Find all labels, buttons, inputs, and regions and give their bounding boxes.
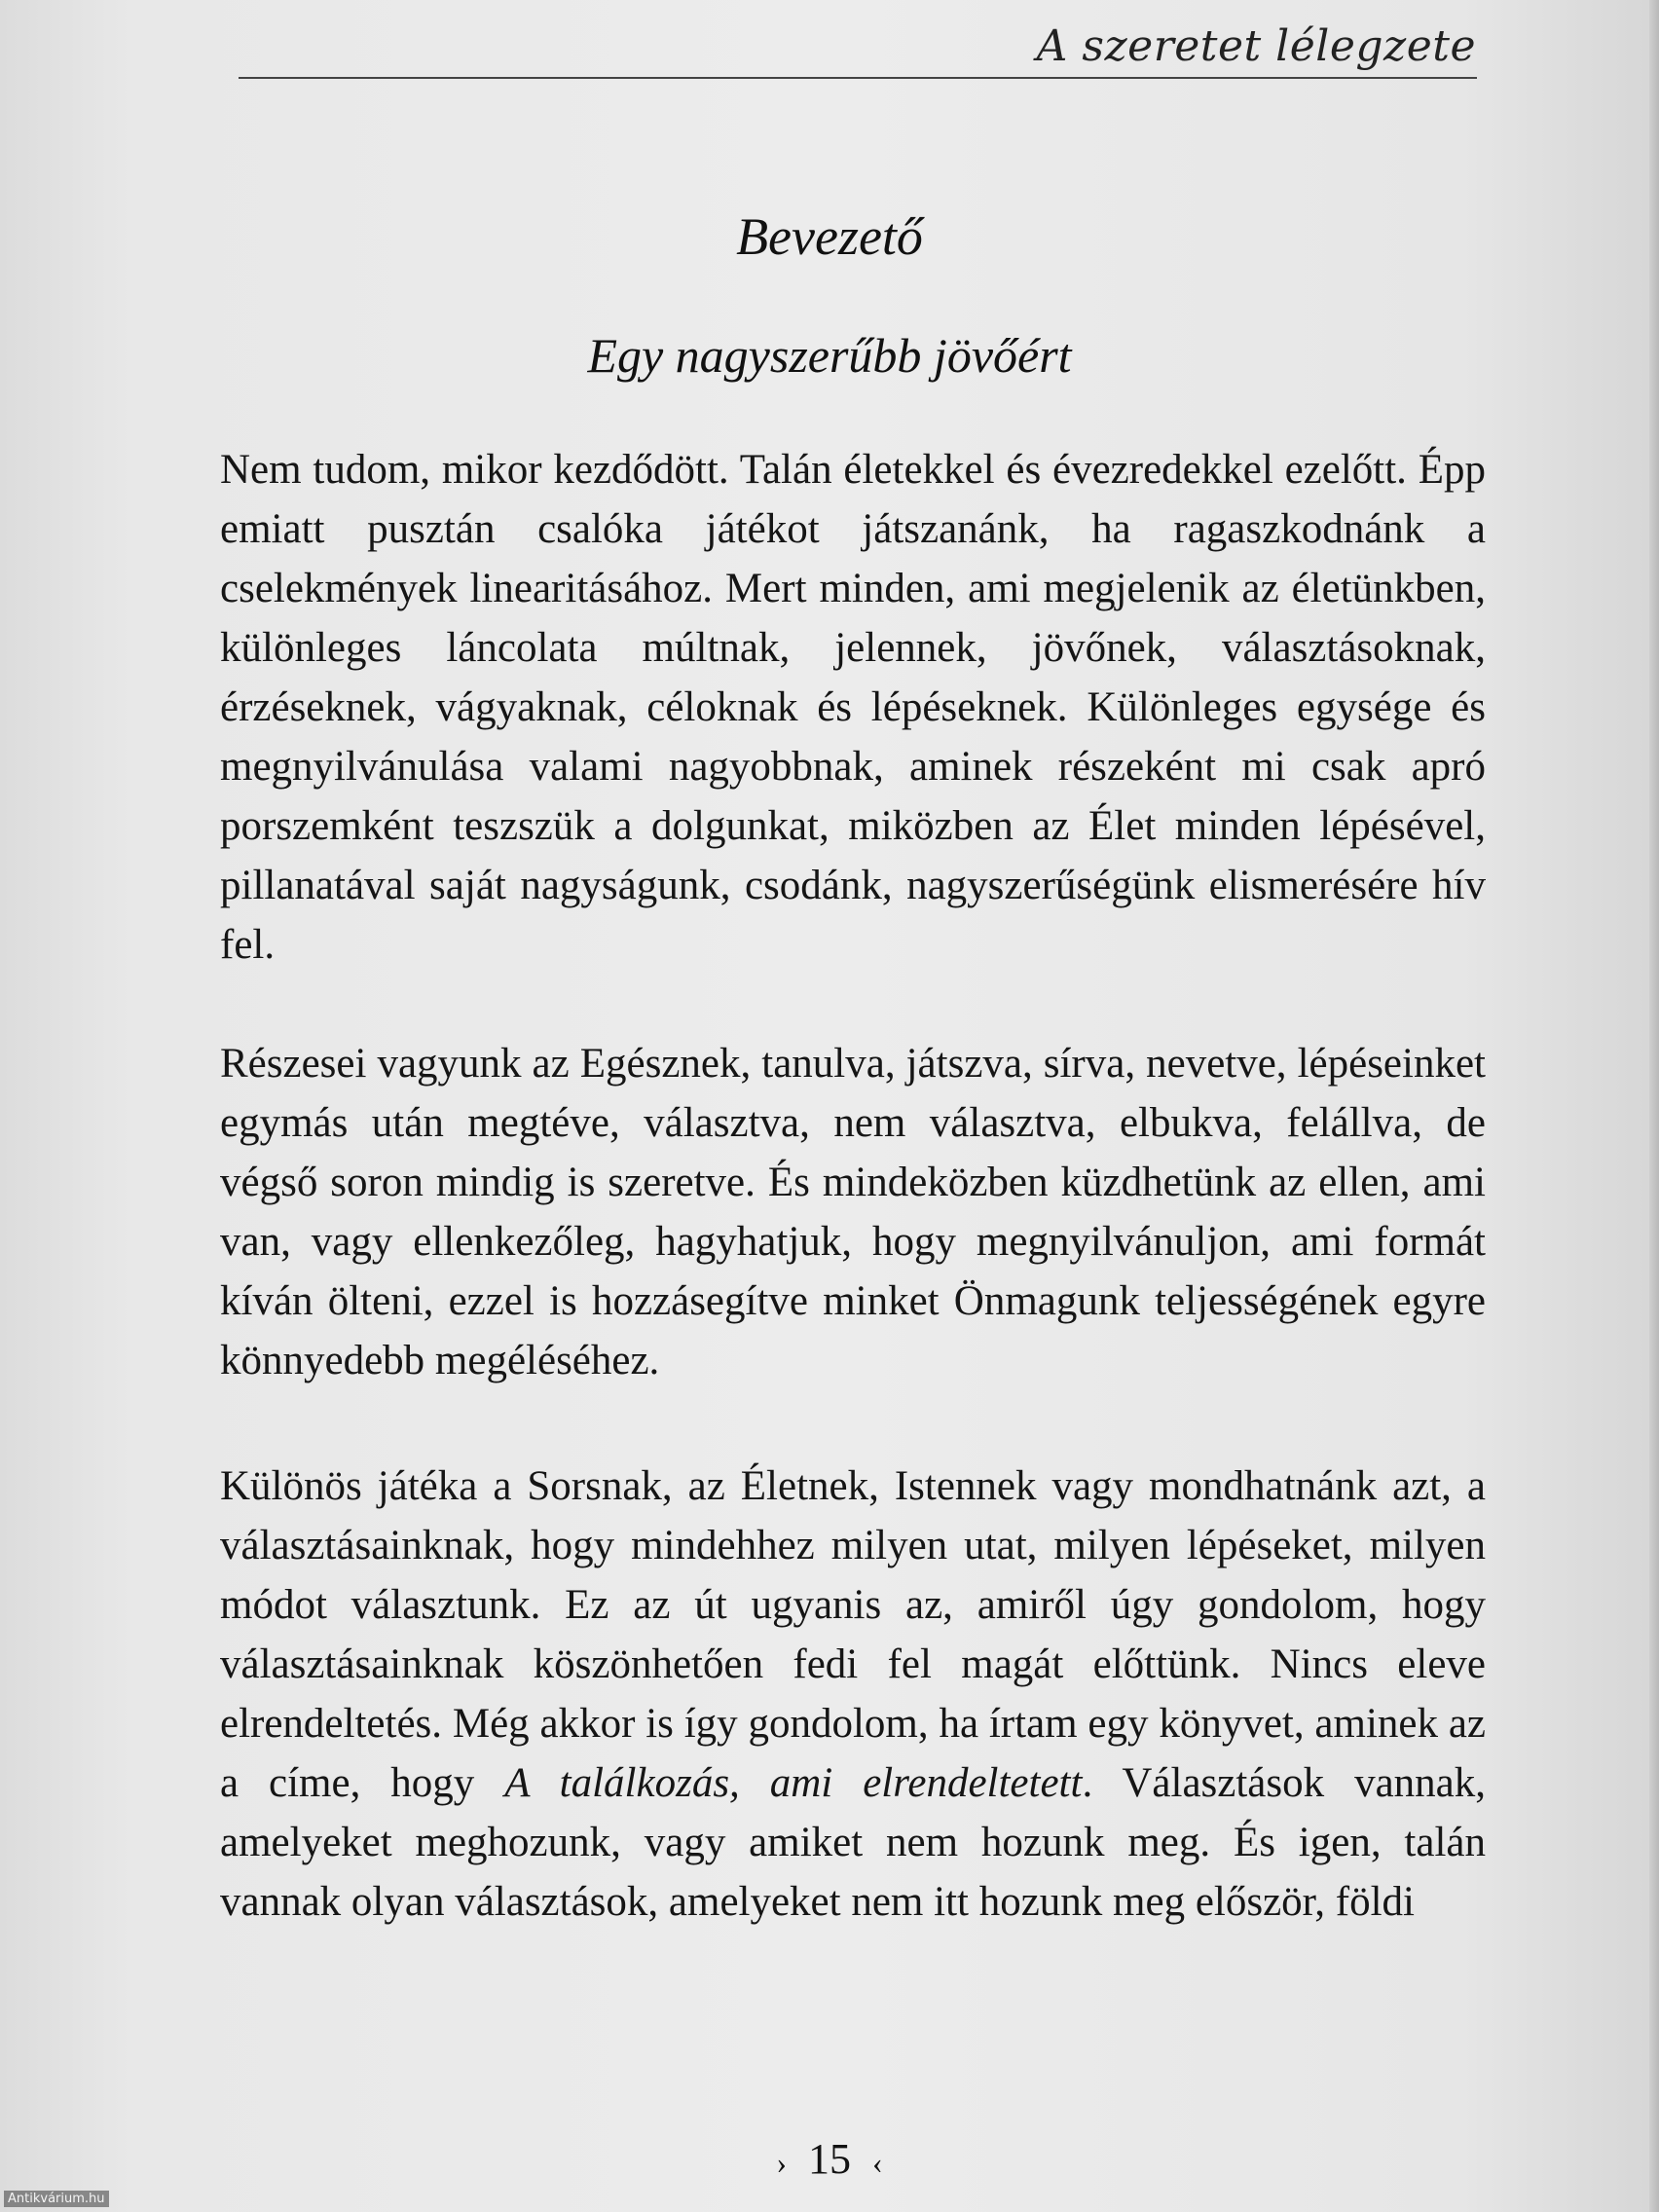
book-title-reference: A találkozás, ami elrendeltetett <box>504 1760 1083 1806</box>
header-rule <box>239 77 1477 79</box>
chapter-subtitle: Egy nagyszerűbb jövőért <box>587 328 1072 383</box>
paragraph-3 <box>220 1456 1486 1932</box>
paragraph-1: Nem tudom, mikor kezdődött. Talán életekkel és évezredekkel ezelőtt. Épp emiatt pusztán csalóka játékot játszanánk, ha ragaszkodnánk a cselekmények linearitásához. Mert minden, ami megjelenik az életünkben, különleges láncolata múltnak, jelennek, jövőnek, választásoknak, érzéseknek, vágyaknak, céloknak és lépéseknek. Különleges egysége és megnyilvánulása valami nagyobbnak, aminek részeként mi csak apró porszemként teszszük a dolgunkat, miközben az Élet minden lépésével, pillanatával saját nagyságunk, csodánk, nagyszerűségünk elismerésére hív fel. <box>220 447 1486 968</box>
watermark: Antikvárium.hu <box>4 2191 109 2207</box>
folio-left-mark: › <box>776 2145 787 2180</box>
paragraph-3-text-after: . Választások vannak, amelyeket meghozunk, vagy amiket nem hozunk meg. És igen, talán vannak olyan választások, amelyeket nem itt hozunk meg először, földi <box>220 1760 1486 1925</box>
paragraph-3-text-before: Különös játéka a Sorsnak, az Életnek, Istennek vagy mondhatnánk azt, a választásainknak, hogy mindehhez milyen utat, milyen lépéseket, milyen módot választunk. Ez az út ugyanis az, amiről úgy gondolom, hogy választásainknak köszönhetően fedi fel magát előttünk. Nincs eleve elrendeltetés. Még akkor is így gondolom, ha írtam egy könyvet, aminek az a címe, hogy <box>220 1463 1486 1806</box>
folio-right-mark: ‹ <box>872 2145 883 2180</box>
body-text <box>220 440 1486 1991</box>
paragraph-2: Részesei vagyunk az Egésznek, tanulva, játszva, sírva, nevetve, lépéseinket egymás után megtéve, választva, nem választva, elbukva, felállva, de végső soron mindig is szeretve. És mindeközben küzdhetünk az ellen, ami van, vagy ellenkezőleg, hagyhatjuk, hogy megnyilvánuljon, ami formát kíván ölteni, ezzel is hozzásegítve minket Önmagunk teljességének egyre könnyedebb megéléséhez. <box>220 1041 1486 1383</box>
page-number-footer <box>0 2134 1659 2184</box>
chapter-title: Bevezető <box>736 207 923 266</box>
running-head: A szeretet lélegzete <box>1036 21 1476 71</box>
page-number: 15 <box>808 2135 851 2183</box>
